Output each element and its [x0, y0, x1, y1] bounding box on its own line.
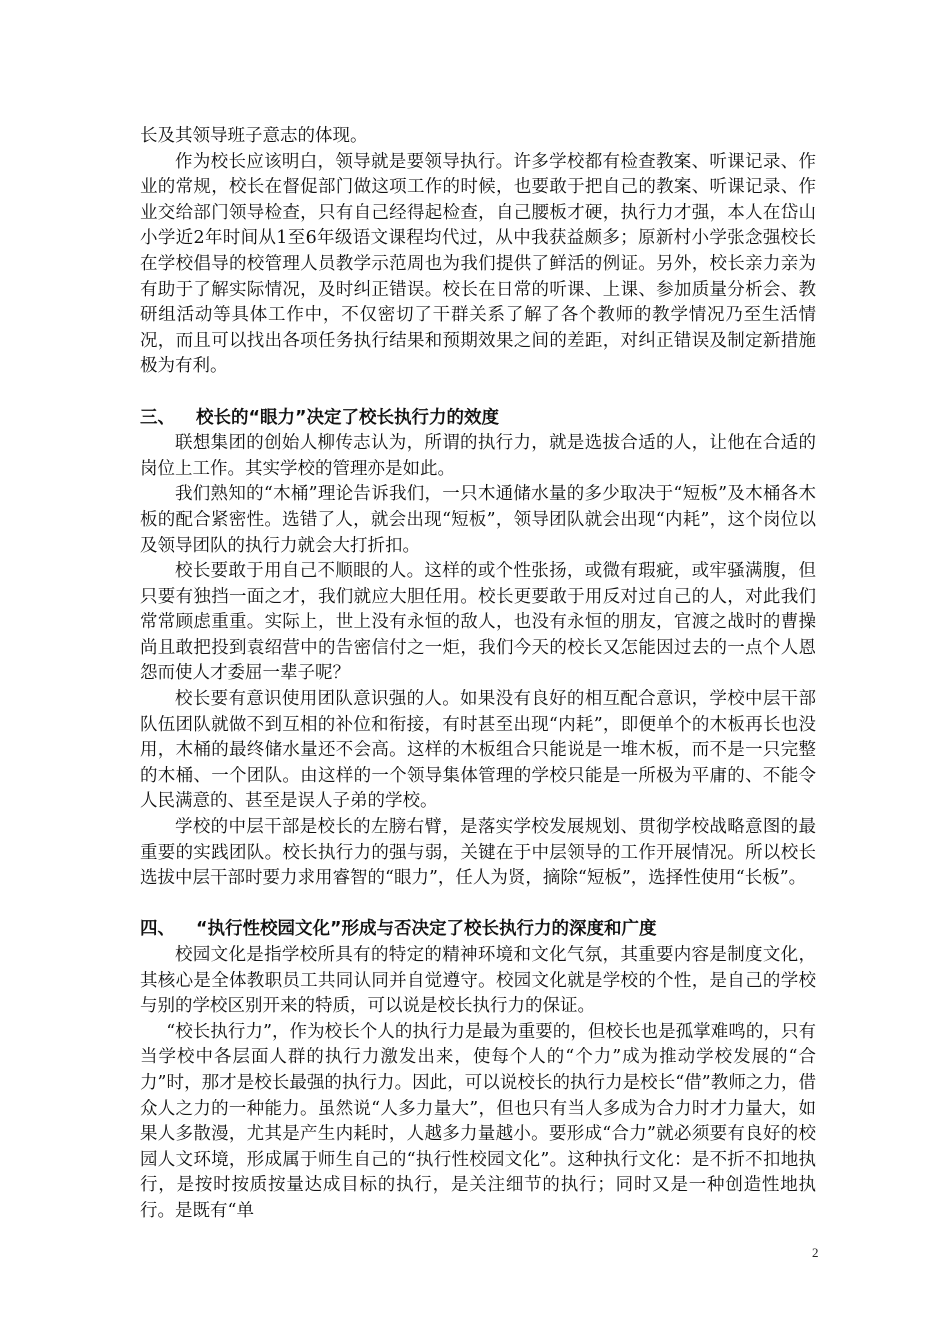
paragraph: 校长要有意识使用团队意识强的人。如果没有良好的相互配合意识，学校中层干部队伍团队就做不到互相的补位和衔接，有时甚至出现“内耗”，即便单个的木板再长也没用，木桶的最终储水量还不会高。这样的木板组合只能说是一堆木板，而不是一只完整的木桶、一个团队。由这样的一个领导集体管理的学校只能是一所极为平庸的、不能令人民满意的、甚至是误人子弟的学校。 — [140, 689, 816, 812]
paragraph: 校园文化是指学校所具有的特定的精神环境和文化气氛，其重要内容是制度文化，其核心是全体教职员工共同认同并自觉遵守。校园文化就是学校的个性，是自己的学校与别的学校区别开来的特质，可以说是校长执行力的保证。 — [140, 945, 816, 1017]
section-title: “执行性校园文化”形成与否决定了校长执行力的深度和广度 — [196, 919, 657, 940]
paragraph: 作为校长应该明白，领导就是要领导执行。许多学校都有检查教案、听课记录、作业的常规，校长在督促部门做这项工作的时候，也要敢于把自己的教案、听课记录、作业交给部门领导检查，只有自己经得起检查，自己腰板才硬，执行力才强，本人在岱山小学近2年时间从1至6年级语文课程均代过，从中我获益颇多；原新村小学张念强校长在学校倡导的校管理人员教学示范周也为我们提供了鲜活的例证。另外，校长亲力亲为有助于了解实际情况，及时纠正错误。校长在日常的听课、上课、参加质量分析会、教研组活动等具体工作中，不仅密切了干群关系了解了各个教师的教学情况乃至生活情况，而且可以找出各项任务执行结果和预期效果之间的差距，对纠正错误及制定新措施极为有利。 — [140, 151, 816, 377]
section-heading-4 — [140, 917, 816, 943]
document-page — [140, 124, 816, 1225]
paragraph: 长及其领导班子意志的体现。 — [140, 126, 368, 146]
section-number: 四、 — [140, 919, 175, 940]
spacer — [140, 892, 816, 918]
paragraph: 我们熟知的“木桶”理论告诉我们，一只木通储水量的多少取决于“短板”及木桶各木板的配合紧密性。选错了人，就会出现“短板”，领导团队就会出现“内耗”，这个岗位以及领导团队的执行力就会大打折扣。 — [140, 484, 816, 556]
section-number: 三、 — [140, 407, 175, 428]
page-number: 2 — [812, 1245, 819, 1260]
paragraph: “校长执行力”，作为校长个人的执行力是最为重要的，但校长也是孤掌难鸣的，只有当学校中各层面人群的执行力激发出来，使每个人的“个力”成为推动学校发展的“合力”时，那才是校长最强的执行力。因此，可以说校长的执行力是校长“借”教师之力，借众人之力的一种能力。虽然说“人多力量大”，但也只有当人多成为合力时才力量大，如果人多散漫，尤其是产生内耗时，人越多力量越小。要形成“合力”就必须要有良好的校园人文环境，形成属于师生自己的“执行性校园文化”。这种执行文化：是不折不扣地执行，是按时按质按量达成目标的执行，是关注细节的执行；同时又是一种创造性地执行。是既有“单 — [140, 1021, 816, 1221]
section-heading-3 — [140, 406, 816, 432]
paragraph: 学校的中层干部是校长的左膀右臂，是落实学校发展规划、贯彻学校战略意图的最重要的实践团队。校长执行力的强与弱，关键在于中层领导的工作开展情况。所以校长选拔中层干部时要力求用睿智的“眼力”，任人为贤，摘除“短板”，选择性使用“长板”。 — [140, 817, 816, 889]
spacer — [140, 380, 816, 406]
paragraph: 联想集团的创始人柳传志认为，所谓的执行力，就是选拔合适的人，让他在合适的岗位上工作。其实学校的管理亦是如此。 — [140, 433, 816, 479]
section-title: 校长的“眼力”决定了校长执行力的效度 — [196, 407, 500, 428]
paragraph: 校长要敢于用自己不顺眼的人。这样的或个性张扬，或微有瑕疵，或牢骚满腹，但只要有独挡一面之才，我们就应大胆任用。校长更要敢于用反对过自己的人，对此我们常常顾虑重重。实际上，世上没有永恒的敌人，也没有永恒的朋友，官渡之战时的曹操尚且敢把投到袁绍营中的告密信付之一炬，我们今天的校长又怎能因过去的一点个人恩怨而使人才委屈一辈子呢？ — [140, 561, 816, 684]
